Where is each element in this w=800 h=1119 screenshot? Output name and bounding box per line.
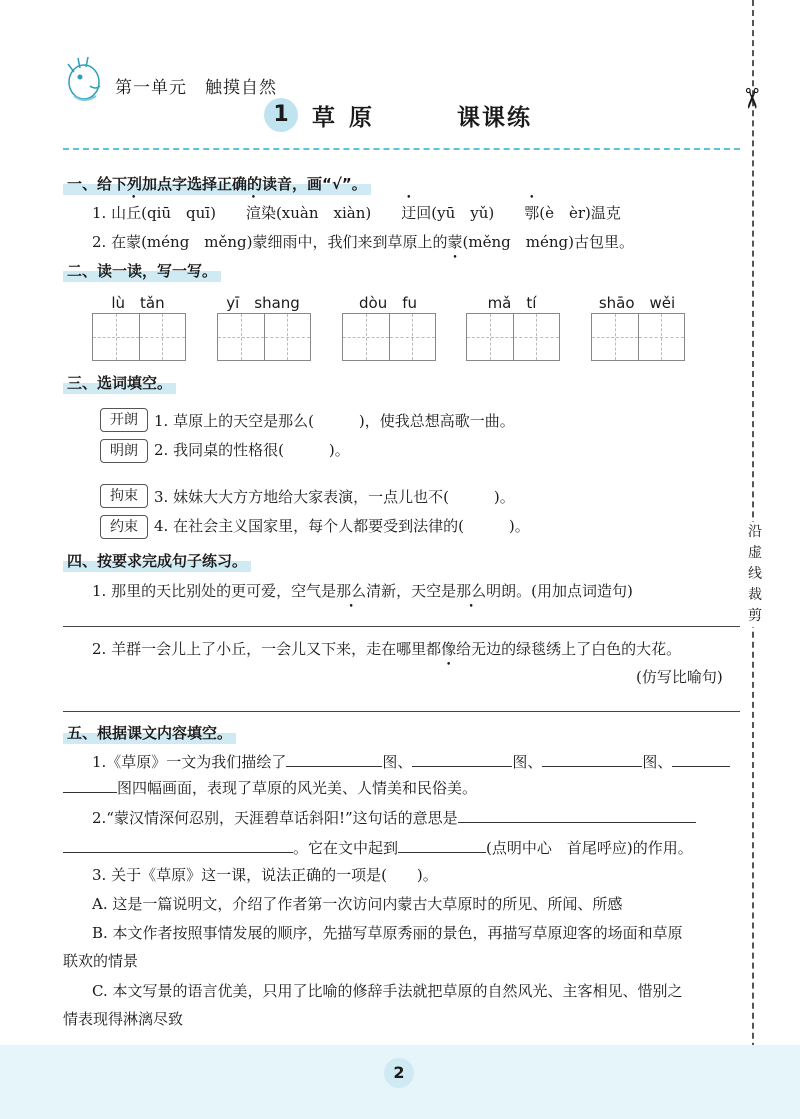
s5-question-2: 2.“蒙汉情深何忍别，天涯碧草话斜阳!”这句话的意思是 (92, 807, 696, 828)
s5-option-c-cont: 情表现得淋漓尽致 (63, 1010, 184, 1028)
unit-title: 第一单元 触摸自然 (115, 78, 277, 98)
writing-grid-2[interactable] (217, 313, 311, 361)
blank[interactable] (286, 752, 382, 767)
section-5-heading: 五、根据课文内容填空。 (63, 722, 236, 744)
bird-mascot-icon (60, 52, 104, 104)
word-tag-jushu: 拘束 (100, 484, 148, 508)
scissors-icon: ✂ (735, 86, 769, 111)
s3-item-1: 1. 草原上的天空是那么( )，使我总想高歌一曲。 (154, 412, 515, 430)
pinyin-5: shāo wěi (598, 294, 676, 312)
cut-instruction: 沿虚线裁剪 (744, 522, 766, 627)
blank[interactable] (63, 778, 117, 793)
pinyin-4: mǎ tí (487, 294, 537, 312)
section-4-heading: 四、按要求完成句子练习。 (63, 550, 251, 572)
s5-option-b: B. 本文作者按照事情发展的顺序，先描写草原秀丽的景色，再描写草原迎客的场面和草原 (92, 924, 683, 942)
s4-question-1: 1. 那里的天比别处的更可爱，空气是那么清新，天空是那么明朗。(用加点词造句) (92, 582, 633, 600)
s5-question-1-cont: 图四幅画面，表现了草原的风光美、人情美和民俗美。 (63, 777, 477, 798)
s5-question-2-cont: 。它在文中起到 (点明中心 首尾呼应)的作用。 (63, 837, 693, 858)
pinyin-1: lù tǎn (111, 294, 165, 312)
s5-question-3: 3. 关于《草原》这一课，说法正确的一项是( )。 (92, 866, 438, 884)
blank[interactable] (63, 838, 293, 853)
s4-answer-line-1[interactable] (63, 626, 740, 627)
s3-item-4: 4. 在社会主义国家里，每个人都要受到法律的( )。 (154, 517, 530, 535)
practice-title: 课课练 (457, 105, 532, 131)
section-3-heading: 三、选词填空。 (63, 372, 176, 394)
s3-item-3: 3. 妹妹大大方方地给大家表演，一点儿也不( )。 (154, 488, 515, 506)
writing-grid-1[interactable] (92, 313, 186, 361)
lesson-title: 草原 (312, 105, 386, 131)
lesson-number-badge: 1 (264, 98, 298, 132)
s5-option-c: C. 本文写景的语言优美，只用了比喻的修辞手法就把草原的自然风光、主客相见、惜别之 (92, 982, 683, 1000)
header-divider (63, 148, 740, 150)
writing-grid-4[interactable] (466, 313, 560, 361)
s4-question-2: 2. 羊群一会儿上了小丘，一会儿又下来，走在哪里都像给无边的绿毯绣上了白色的大花。 (92, 640, 682, 658)
word-tag-yueshu: 约束 (100, 515, 148, 539)
s4-question-2-note: (仿写比喻句) (636, 668, 723, 686)
s5-option-b-cont: 联欢的情景 (63, 952, 139, 970)
page-number: 2 (384, 1058, 414, 1088)
blank[interactable] (542, 752, 642, 767)
s5-question-1: 1.《草原》一文为我们描绘了 图、 图、 图、 (92, 751, 730, 772)
section-2-heading: 二、读一读，写一写。 (63, 260, 221, 282)
blank[interactable] (398, 838, 486, 853)
blank[interactable] (458, 808, 696, 823)
pinyin-2: yī shang (226, 294, 300, 312)
s4-answer-line-2[interactable] (63, 711, 740, 712)
section-1-heading: 一、给下列加点字选择正确的读音，画“√”。 (63, 173, 371, 195)
word-tag-kailang: 开朗 (100, 408, 148, 432)
writing-grid-5[interactable] (591, 313, 685, 361)
word-tag-minglang: 明朗 (100, 439, 148, 463)
blank[interactable] (672, 752, 730, 767)
blank[interactable] (412, 752, 512, 767)
s3-item-2: 2. 我同桌的性格很( )。 (154, 441, 350, 459)
writing-grid-3[interactable] (342, 313, 436, 361)
s5-option-a: A. 这是一篇说明文，介绍了作者第一次访问内蒙古大草原时的所见、所闻、所感 (92, 895, 623, 913)
pinyin-3: dòu fu (359, 294, 417, 312)
s1-line-1: 1. 山丘(qiū quī) 渲染(xuàn xiàn) 迂回(yū yǔ) 鄂(è èr)温克 (92, 204, 621, 222)
s1-line-2: 2. 在蒙(méng měng)蒙细雨中，我们来到草原上的蒙(měng méng)古包里。 (92, 233, 634, 251)
